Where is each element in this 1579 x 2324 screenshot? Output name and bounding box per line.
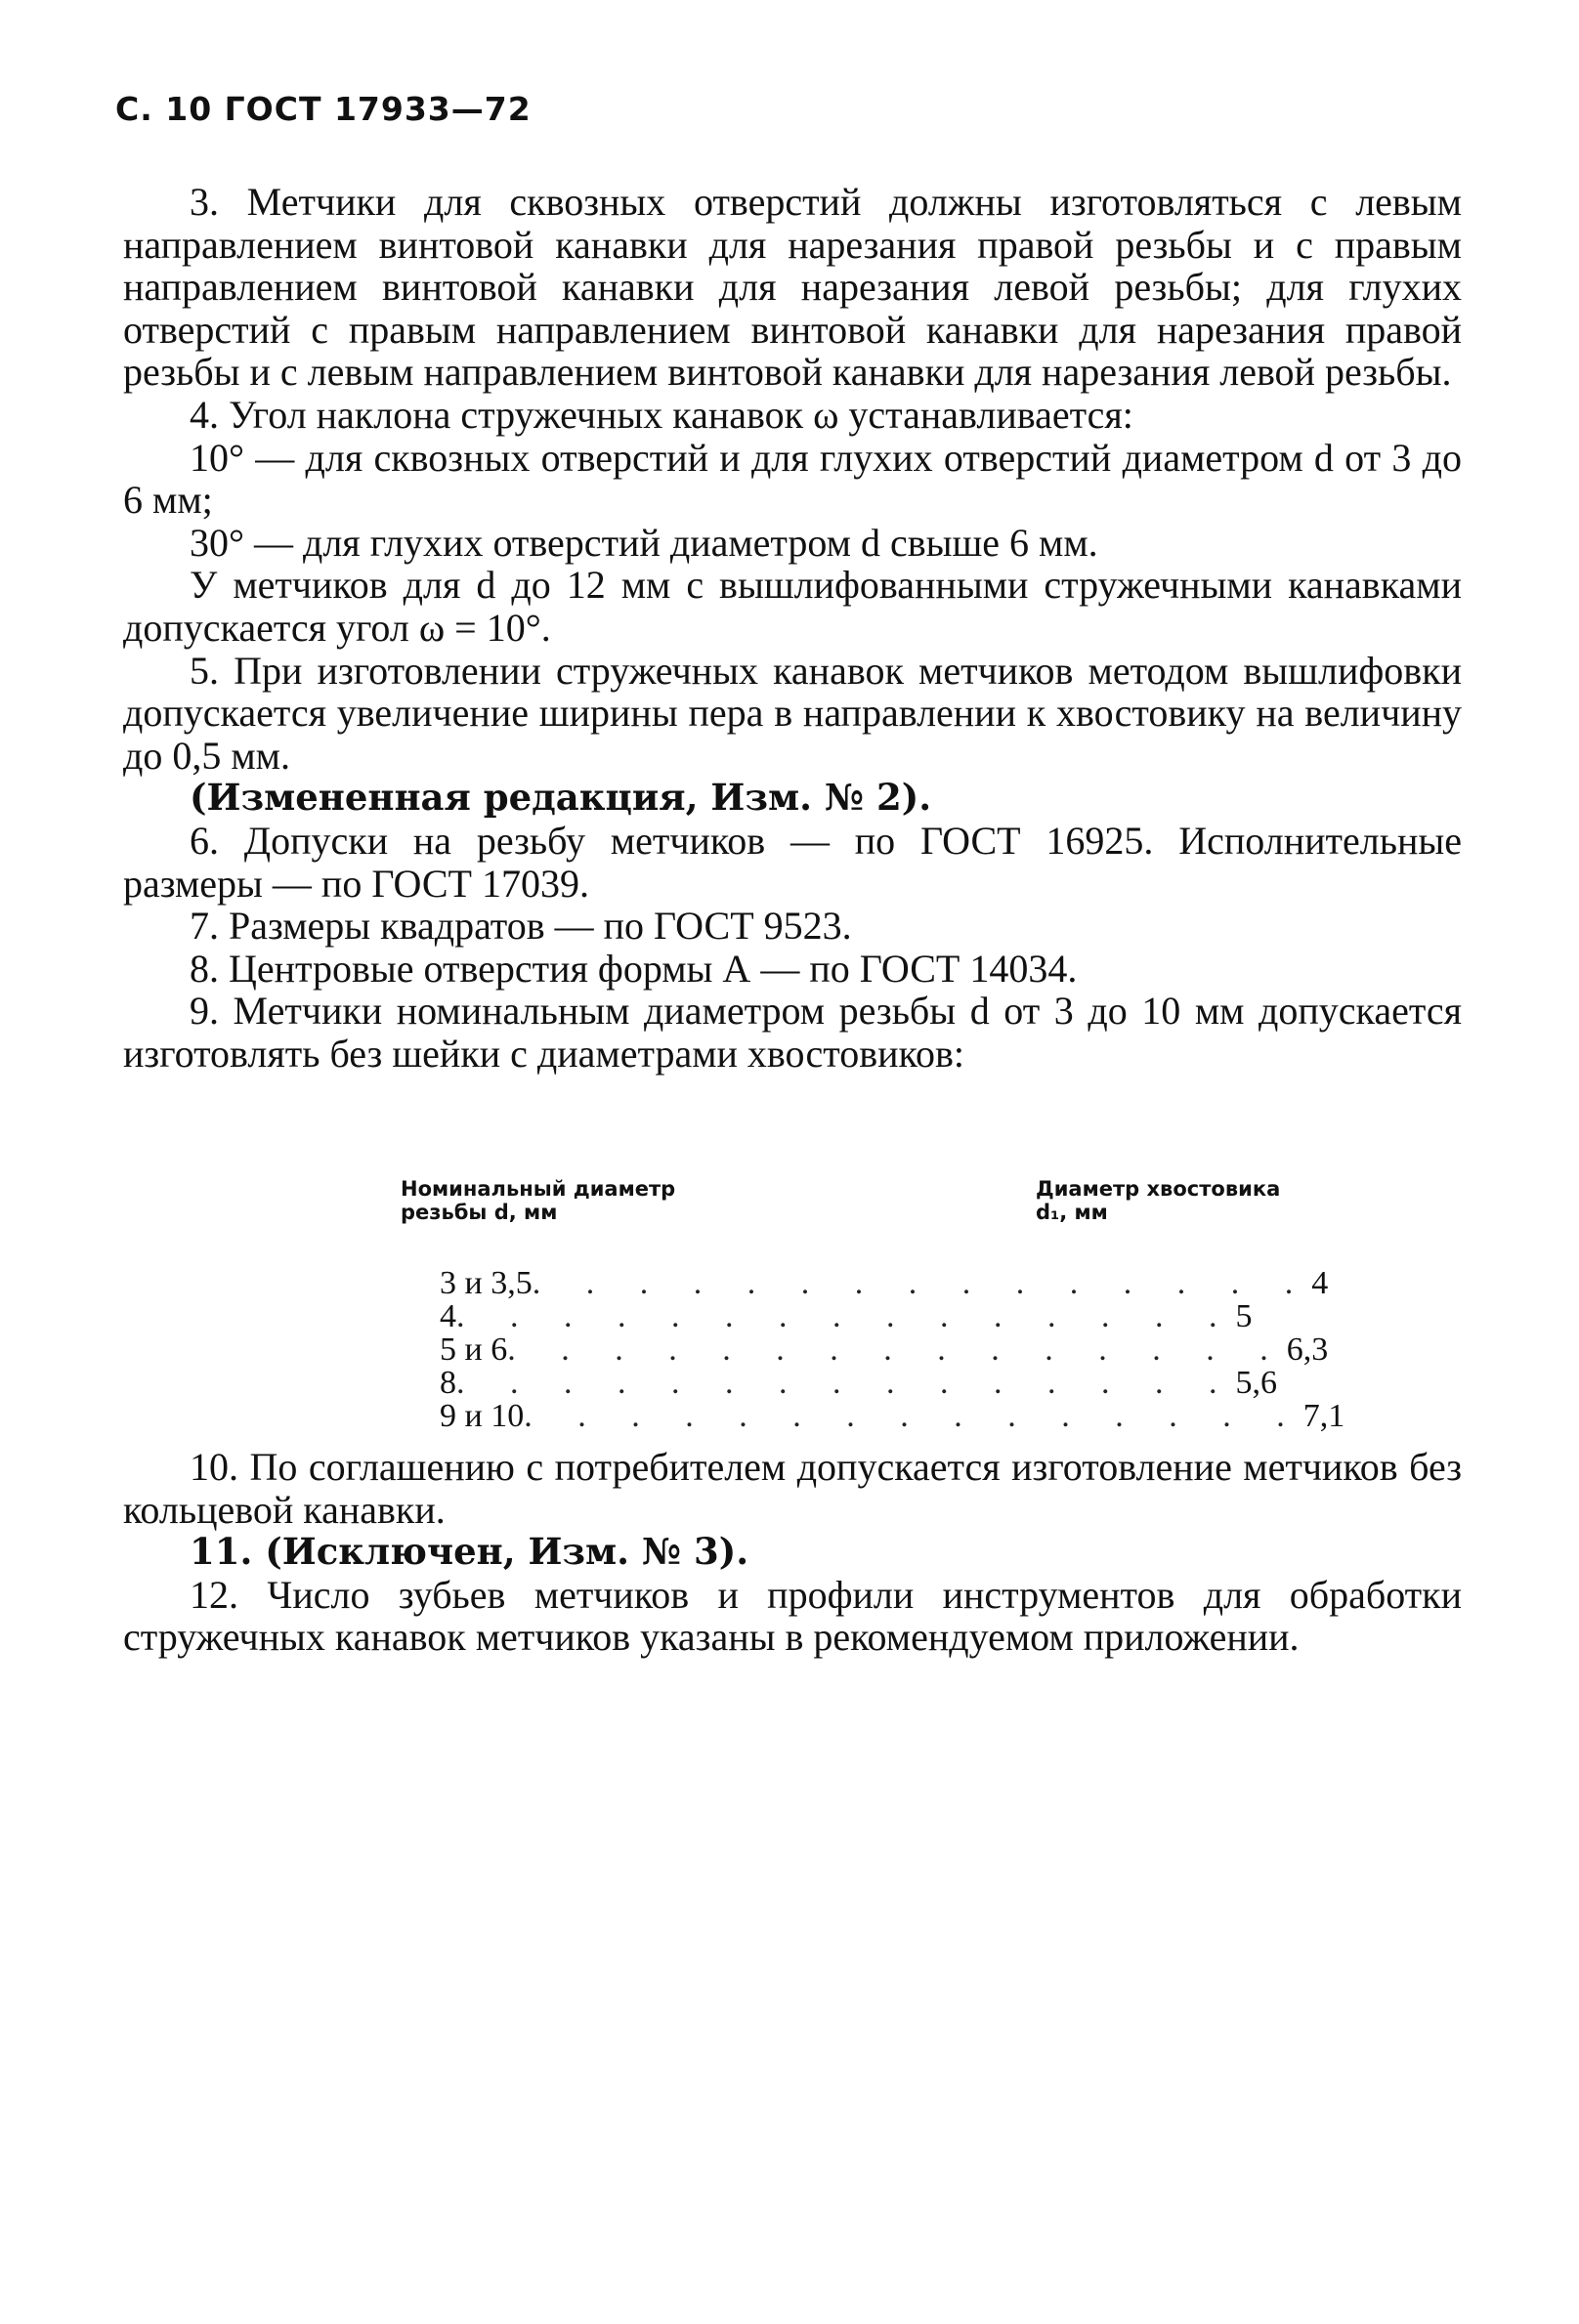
table-cell-nominal: 8 bbox=[440, 1365, 456, 1401]
table-cell-shank: 5,6 bbox=[1235, 1365, 1277, 1401]
paragraph-4-item-10deg: 10° — для сквозных отверстий и для глухих отверстий диаметром d от 3 до 6 мм; bbox=[123, 435, 1462, 523]
dot-leader: . . . . . . . . . . . . . . . bbox=[532, 1265, 1312, 1301]
paragraph-5: 5. При изготовлении стружечных канавок метчиков методом вышлифовки допускается увеличение ширины пера в направлении к хвостовику на величину до 0,5 мм. bbox=[123, 648, 1462, 778]
table-header-nominal: Номинальный диаметр резьбы d, мм bbox=[401, 1177, 676, 1224]
table-cell-nominal: 5 и 6 bbox=[440, 1331, 508, 1368]
amendment-note-2: (Измененная редакция, Изм. № 2). bbox=[190, 776, 932, 820]
table-row bbox=[440, 1365, 1277, 1401]
paragraph-9: 9. Метчики номинальным диаметром резьбы d от 3 до 10 мм допускается изготовлять без шейки с диаметрами хвостовиков: bbox=[123, 989, 1462, 1076]
table-rows bbox=[440, 1265, 1345, 1434]
dot-leader: . . . . . . . . . . . . . . . bbox=[507, 1331, 1287, 1368]
paragraph-4-note: У метчиков для d до 12 мм с вышлифованными стружечными канавками допускается угол ω = 10°. bbox=[123, 563, 1462, 650]
paragraph-10: 10. По соглашению с потребителем допускается изготовление метчиков без кольцевой канавки. bbox=[123, 1445, 1462, 1532]
table-header-shank: Диаметр хвостовика d₁, мм bbox=[1036, 1177, 1281, 1224]
table-row bbox=[440, 1331, 1329, 1368]
table-cell-shank: 7,1 bbox=[1302, 1398, 1345, 1434]
paragraph-11: 11. (Исключен, Изм. № 3). bbox=[190, 1530, 749, 1574]
paragraph-6: 6. Допуски на резьбу метчиков — по ГОСТ 16925. Исполнительные размеры — по ГОСТ 17039. bbox=[123, 818, 1462, 906]
page-header: С. 10 ГОСТ 17933—72 bbox=[115, 90, 532, 128]
paragraph-7: 7. Размеры квадратов — по ГОСТ 9523. bbox=[190, 904, 852, 949]
table-row bbox=[440, 1298, 1253, 1334]
dot-leader: . . . . . . . . . . . . . . . bbox=[524, 1398, 1303, 1434]
table-cell-nominal: 3 и 3,5 bbox=[440, 1265, 533, 1301]
paragraph-4-item-30deg: 30° — для глухих отверстий диаметром d свыше 6 мм. bbox=[190, 520, 1098, 565]
table-cell-nominal: 9 и 10 bbox=[440, 1398, 525, 1434]
paragraph-3: 3. Метчики для сквозных отверстий должны изготовляться с левым направлением винтовой канавки для нарезания правой резьбы и с правым направлением винтовой канавки для нарезания левой резьбы; для глухих отверстий с правым направлением винтовой канавки для нарезания правой резьбы и с левым направлением винтовой канавки для нарезания левой резьбы. bbox=[123, 180, 1462, 395]
paragraph-4: 4. Угол наклона стружечных канавок ω устанавливается: bbox=[190, 392, 1133, 437]
paragraph-8: 8. Центровые отверстия формы А — по ГОСТ 14034. bbox=[190, 946, 1078, 991]
table-row bbox=[440, 1398, 1345, 1434]
table-cell-shank: 4 bbox=[1311, 1265, 1329, 1301]
dot-leader: . . . . . . . . . . . . . . . bbox=[456, 1365, 1236, 1401]
table-row bbox=[440, 1265, 1329, 1301]
table-cell-nominal: 4 bbox=[440, 1298, 456, 1334]
dot-leader: . . . . . . . . . . . . . . . bbox=[456, 1298, 1236, 1334]
body-text-top bbox=[123, 181, 1462, 1075]
table-cell-shank: 5 bbox=[1235, 1298, 1253, 1334]
paragraph-12: 12. Число зубьев метчиков и профили инструментов для обработки стружечных канавок метчиков указаны в рекомендуемом приложении. bbox=[123, 1572, 1462, 1660]
table-cell-shank: 6,3 bbox=[1286, 1331, 1329, 1368]
body-text-bottom bbox=[123, 1446, 1462, 1659]
